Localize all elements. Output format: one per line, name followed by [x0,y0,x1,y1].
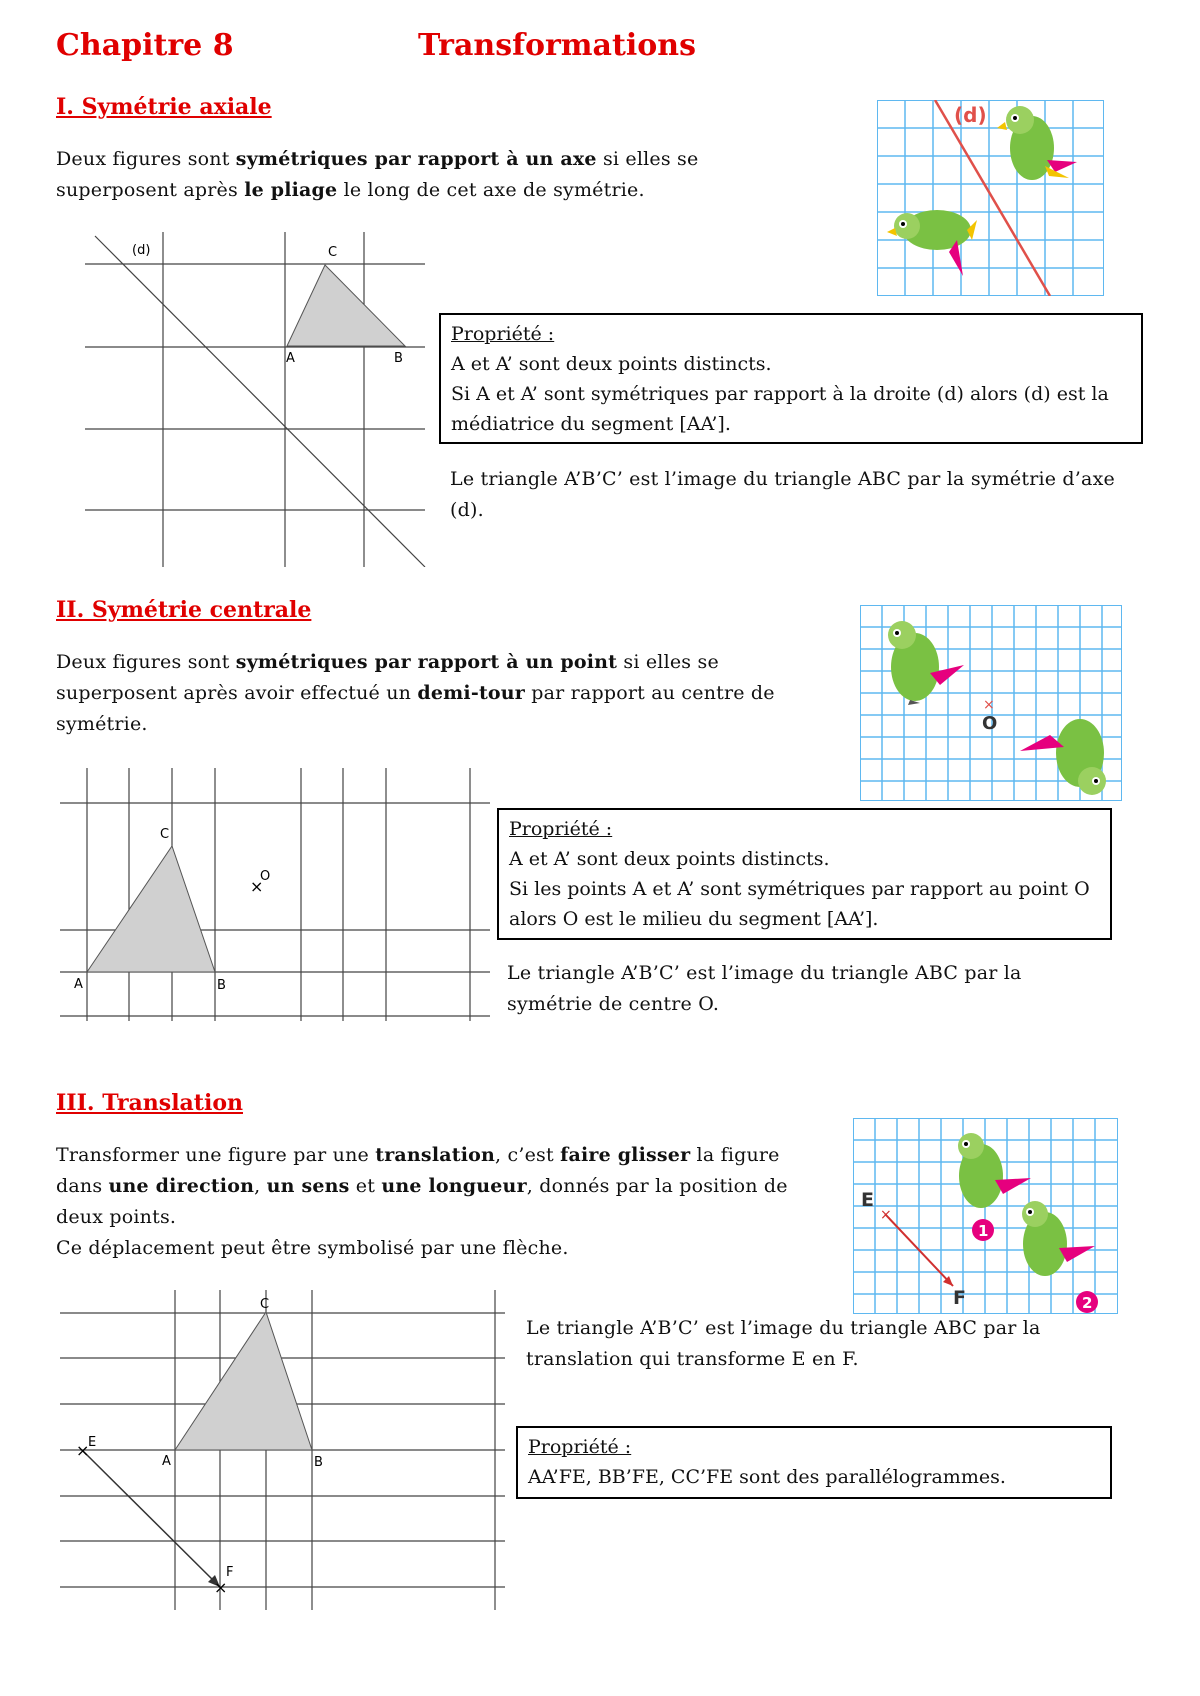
axis-label: (d) [954,103,987,127]
triangle-abc [287,265,405,346]
text-run: Deux figures sont [56,651,236,673]
point-a-label: A [162,1454,171,1469]
parrot-translation-photo [853,1118,1118,1314]
bold-run: un sens [266,1175,350,1197]
text-run: , donnés par la position de deux points. [56,1175,788,1228]
triangle-abc [175,1312,312,1450]
property-box-1 [439,313,1143,444]
text-run: le long de cet axe de symétrie. [337,179,645,201]
bold-run: une direction [108,1175,255,1197]
axis-d [95,236,425,567]
central-symmetry-figure [60,768,490,1021]
section-2-paragraph [56,647,836,740]
section-1-title: I. Symétrie axiale [56,94,272,120]
bold-run: une longueur [381,1175,527,1197]
point-b-label: B [394,351,403,366]
property-title: Propriété : [509,818,613,840]
center-cross-icon: × [983,697,995,713]
translation-figure [60,1290,505,1610]
point-f-label: F [226,1565,234,1580]
section-3-image-text: Le triangle A’B’C’ est l’image du triangle ABC par la translation qui transforme E en F. [526,1317,1041,1370]
text-run: Transformer une figure par une [56,1144,376,1166]
point-f-label: F [953,1287,966,1309]
property-title: Propriété : [528,1436,632,1458]
vector-ef [82,1450,220,1587]
cross-icon: × [880,1207,892,1223]
section-3-title: III. Translation [56,1090,243,1116]
text-run: par rapport au centre de symétrie. [56,682,775,735]
property-line: AA’FE, BB’FE, CC’FE sont des parallélogrammes. [528,1466,1006,1488]
point-a-label: A [74,977,83,992]
center-o-label: O [982,713,998,734]
property-title: Propriété : [451,323,555,345]
axis-d-label: (d) [132,243,151,258]
property-line: Si A et A’ sont symétriques par rapport à la droite (d) alors (d) est la médiatrice du segment [AA’]. [451,383,1109,435]
property-line: A et A’ sont deux points distincts. [451,353,772,375]
bold-run: le pliage [244,179,338,201]
text-run: , [254,1175,267,1197]
parrot-axial-photo [877,100,1104,296]
section-1-paragraph [56,144,776,206]
point-o-label: O [260,869,271,884]
text-run: Ce déplacement peut être symbolisé par une flèche. [56,1237,569,1259]
point-e-label: E [88,1435,97,1450]
point-b-label: B [314,1455,323,1470]
axial-symmetry-figure [80,232,430,567]
text-run: si elles se superposent après [56,148,699,201]
chapter-label: Chapitre 8 [56,28,234,63]
text-run: la figure dans [56,1144,780,1197]
point-c-label: C [260,1297,270,1312]
section-1-image-text: Le triangle A’B’C’ est l’image du triangle ABC par la symétrie d’axe (d). [450,468,1115,521]
section-2-title: II. Symétrie centrale [56,597,312,623]
parrot-central-photo [860,605,1122,801]
cross-icon: × [214,1578,228,1597]
point-e-label: E [861,1189,874,1211]
section-3-paragraph [56,1140,816,1264]
text-run: et [349,1175,382,1197]
triangle-abc [87,846,215,972]
text-run: , c’est [495,1144,561,1166]
section-2-image-text: Le triangle A’B’C’ est l’image du triangle ABC par la symétrie de centre O. [507,962,1022,1015]
bold-run: symétriques par rapport à un axe [235,148,597,170]
text-run: Deux figures sont [56,148,236,170]
badge-one-label: 1 [978,1222,989,1240]
text-run: si elles se superposent après avoir effectué un [56,651,719,704]
property-box-2 [497,808,1112,940]
bold-run: symétriques par rapport à un point [235,651,618,673]
point-c-label: C [160,827,170,842]
point-a-label: A [286,351,295,366]
bold-run: translation [375,1144,496,1166]
center-cross-icon: × [250,877,264,896]
property-line: Si les points A et A’ sont symétriques par rapport au point O alors O est le milieu du segment [AA’]. [509,878,1090,930]
bold-run: faire glisser [560,1144,691,1166]
property-line: A et A’ sont deux points distincts. [509,848,830,870]
point-b-label: B [217,978,226,993]
badge-two-label: 2 [1082,1294,1093,1312]
page-title: Transformations [418,28,696,63]
point-c-label: C [328,245,338,260]
cross-icon: × [76,1441,90,1460]
property-box-3 [516,1426,1112,1499]
bold-run: demi-tour [417,682,526,704]
